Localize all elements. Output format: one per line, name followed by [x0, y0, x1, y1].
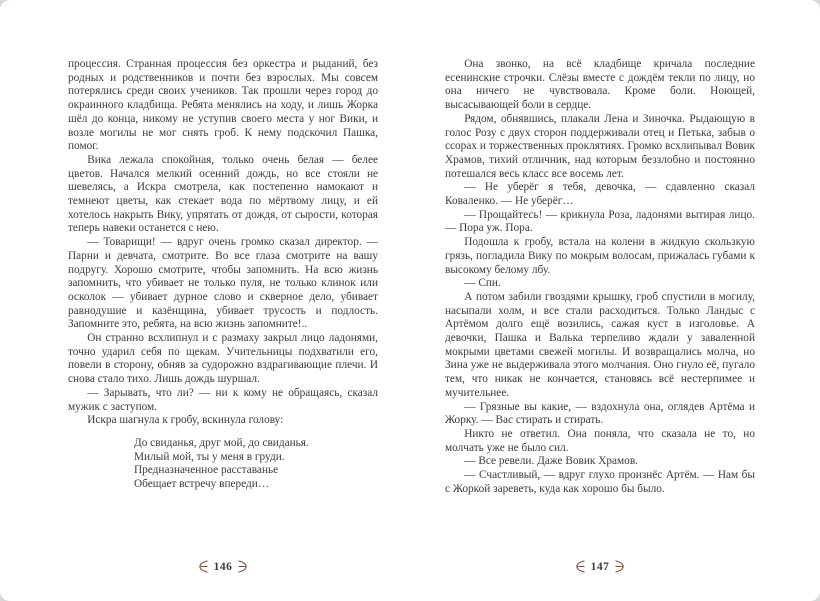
verse-quote [134, 437, 378, 492]
paragraph: — Товарищи! — вдруг очень громко сказал директор. — Парни и девчата, смотрите. Во все глаза смотрите на вашу подругу. Хорошо смотрите, чтобы запомнить. На всю жизнь запомнить, что убивает не только пуля, не только клинок или осколок — убивает дурное слово и скверное дело, убивает равнодушие и казёнщина, убивает трусость и подлость. Запомните это, ребята, на всю жизнь запомните!.. [68, 236, 378, 331]
paragraph: Никто не ответил. Она поняла, что сказала не то, но молчать уже не было сил. [445, 427, 755, 454]
verse-line: До свиданья, друг мой, до свиданья. [134, 436, 309, 449]
paragraph: Подошла к гробу, встала на колени в жидкую скользкую грязь, погладила Вику по мокрым волосам, прижалась губами к высокому белому лбу. [445, 236, 755, 276]
paragraph: Она звонко, на всё кладбище кричала последние есенинские строчки. Слёзы вместе с дождём текли по лицу, но она ничего не чувствовала. Кроме боли. Ноющей, высасывающей боли в сердце. [445, 58, 755, 112]
paragraph: — Счастливый, — вдруг глухо произнёс Артём. — Нам бы с Жоркой зареветь, куда как хорошо бы было. [445, 469, 755, 495]
page-number: 147 [590, 560, 610, 573]
folio-ornament-icon [198, 560, 209, 573]
verse-line: Милый мой, ты у меня в груди. [134, 450, 285, 463]
page-left [68, 58, 378, 601]
page-right [445, 58, 755, 601]
paragraph: — Зарывать, что ли? — ни к кому не обращаясь, сказал мужик с заступом. [68, 386, 378, 413]
paragraph: Он странно всхлипнул и с размаху закрыл лицо ладонями, точно ударил себя по щекам. Учительницы подхватили его, повели в сторону, обняв за судорожно вздрагивающие плечи. И снова стало тихо. Лишь дождь шуршал. [68, 332, 378, 386]
paragraph: Искра шагнула к гробу, вскинула голову: [87, 414, 284, 427]
paragraph: — Грязные вы какие, — вздохнула она, оглядев Артёма и Жорку. — Вас стирать и стирать. [445, 400, 755, 427]
folio-ornament-icon [237, 560, 248, 573]
paragraph: процессия. Странная процессия без оркестра и рыданий, без родных и родственников и почти без взрослых. Мы совсем потерялись среди своих учеников. Так прошли через город до окраинного кладбища. Ребята менялись на ходу, и лишь Жорка шёл до конца, никому не уступив своего места у ног Вики, и возле могилы не мог снять гроб. К нему подскочил Пашка, помог. [68, 58, 378, 153]
paragraph: — Спи. [464, 277, 501, 290]
verse-line: Обещает встречу впереди… [134, 478, 270, 491]
paragraph: — Прощайтесь! — крикнула Роза, ладонями вытирая лицо. — Пора уж. Пора. [445, 208, 755, 235]
paragraph: — Не уберёг я тебя, девочка, — сдавленно сказал Коваленко. — Не уберёг… [445, 181, 755, 208]
paragraph: Рядом, обнявшись, плакали Лена и Зиночка. Рыдающую в голос Розу с двух сторон поддерживали отец и Петька, забыв о ссорах и торжественных проклятиях. Громко всхлипывал Вовик Храмов, тихий отличник, над которым беззлобно и постоянно потешался весь класс все восемь лет. [445, 112, 755, 180]
page-right-folio [445, 560, 755, 573]
paragraph: А потом забили гвоздями крышку, гроб спустили в могилу, насыпали холм, и все стали расходиться. Только Ландыс с Артёмом долго ещё возились, сажая куст в изголовье. А девочки, Пашка и Валька терпеливо ждали у заваленной мокрыми цветами свежей могилы. И возвращались молча, но Зина уже не выдерживала этого молчания. Оно гнуло её, пугало тем, что никак не кончается, становясь всё нестерпимее и мучительнее. [445, 290, 755, 399]
paragraph: Вика лежала спокойная, только очень белая — белее цветов. Начался мелкий осенний дождь, но все стояли не шевелясь, а Искра смотрела, как постепенно намокают и темнеют цветы, как стекает вода по мёртвому лицу, и ей хотелось накрыть Вику, упрятать от дождя, от сырости, которая теперь навеки останется с нею. [68, 153, 378, 235]
verse-line: Предназначенное расставанье [134, 464, 279, 477]
page-number: 146 [213, 560, 233, 573]
paragraph: — Все ревели. Даже Вовик Храмов. [464, 455, 638, 468]
page-left-folio [68, 560, 378, 573]
page-right-text [445, 58, 755, 497]
page-left-text [68, 58, 378, 492]
folio-ornament-icon [575, 560, 586, 573]
folio-ornament-icon [614, 560, 625, 573]
